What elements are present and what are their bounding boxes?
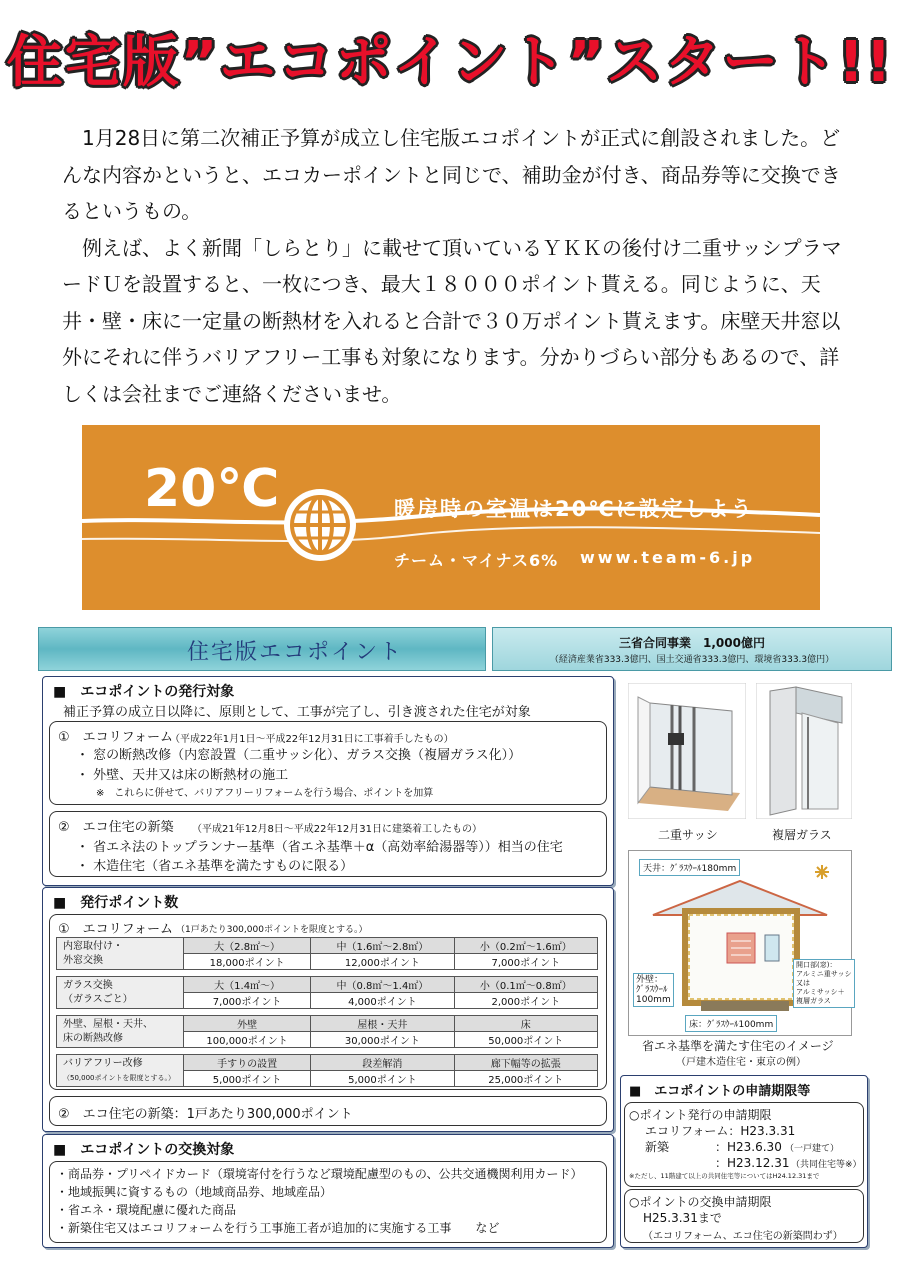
eco-new-build-title: ② エコ住宅の新築 <box>58 820 174 835</box>
issue-deadline-new-date2: ：H23.12.31 <box>715 1156 790 1170</box>
row-label-line: （50,000ポイントを限度とする。） <box>63 1073 175 1082</box>
double-sash-photo <box>628 683 746 819</box>
ceiling-insulation-label: 天井：ｸﾞﾗｽｳｰﾙ180mm <box>639 859 740 876</box>
points-col-head: 小（0.2㎡～1.6㎡） <box>454 938 597 954</box>
points-value: 50,000ポイント <box>454 1032 597 1048</box>
double-glass-caption: 複層ガラス <box>772 828 832 842</box>
budget-box <box>492 627 892 671</box>
issue-deadline-new-label: 新築 <box>645 1140 670 1154</box>
intro-paragraph-2: 例えば、よく新聞「しらとり」に載せて頂いているＹＫＫの後付け二重サッシプラマードＵを設置すると、一枚につき、最大１８０００ポイント貰える。同じように、天井・壁・床に一定量の断熱材を入れると合計で３０万ポイント貰えます。床壁天井窓以外にそれに伴うバリアフリー工事も対象になります。分かりづらい部分もあるので、詳しくは会社までご連絡くださいませ。 <box>62 235 842 406</box>
points-col-head: 大（1.4㎡～） <box>184 977 311 993</box>
exchange-item: ・商品券・プリペイドカード（環境寄付を行うなど環境配慮型のもの、公共交通機関利用カード） <box>56 1167 583 1181</box>
issue-deadline-new-date2-note: （共同住宅等※） <box>791 1160 862 1170</box>
exchange-deadline-title: ○ポイントの交換申請期限 <box>629 1195 772 1209</box>
row-label-line: バリアフリー改修 <box>63 1057 143 1069</box>
banner-slogan: 暖房時の室温は20℃に設定しよう <box>394 497 754 521</box>
eco-point-heading-bar <box>38 627 486 671</box>
banner-temperature: 20℃ <box>144 459 280 519</box>
row-label-line: 内窓取付け・ <box>63 940 123 952</box>
points-new-build-line: ② エコ住宅の新築：1戸あたり300,000ポイント <box>58 1107 353 1122</box>
points-value: 30,000ポイント <box>311 1032 454 1048</box>
eco-new-build-item-2: ・ 木造住宅（省エネ基準を満たすものに限る） <box>76 859 354 874</box>
points-col-head: 屋根・天井 <box>311 1016 454 1032</box>
issue-target-heading: ■ エコポイントの発行対象 <box>53 684 235 700</box>
issue-target-section <box>42 676 614 886</box>
banner-team-name: チーム・マイナス6% <box>394 551 559 570</box>
intro-text <box>62 120 852 412</box>
house-subcaption: （戸建木造住宅・東京の例） <box>676 1057 806 1068</box>
window-label-line: アルミニ重サッシ <box>796 970 852 978</box>
house-caption: 省エネ基準を満たす住宅のイメージ <box>642 1039 834 1053</box>
exchange-list-box <box>49 1161 607 1243</box>
exchange-deadline-date: H25.3.31まで <box>643 1211 722 1225</box>
eco-reform-period: （平成22年1月1日～平成22年12月31日に工事着手したもの） <box>170 734 454 745</box>
points-reform-title: ① エコリフォーム <box>58 922 174 937</box>
points-value: 5,000ポイント <box>184 1071 311 1087</box>
floor-insulation-label: 床：ｸﾞﾗｽｳｰﾙ100mm <box>685 1015 777 1032</box>
points-col-head: 手すりの設置 <box>184 1055 311 1071</box>
eco-reform-note: ※ これらに併せて、バリアフリーリフォームを行う場合、ポイントを加算 <box>96 788 434 799</box>
exchange-item: ・省エネ・環境配慮に優れた商品 <box>56 1203 237 1217</box>
issue-deadline-title: ○ポイント発行の申請期限 <box>629 1108 772 1122</box>
points-reform-limit: （1戸あたり300,000ポイントを限度とする。） <box>176 925 368 935</box>
wall-insulation-label <box>633 973 674 1007</box>
points-col-head: 小（0.1㎡～0.8㎡） <box>454 977 597 993</box>
eco-reform-box <box>49 721 607 805</box>
team-minus-6-banner <box>82 425 820 610</box>
row-label-line: 外壁、屋根・天井、 <box>63 1018 153 1030</box>
points-table <box>56 937 598 1087</box>
window-label-line: アルミサッシ＋ <box>796 988 845 996</box>
banner-url: www.team-6.jp <box>580 548 756 567</box>
window-label-line: 開口部(窓)： <box>796 961 837 969</box>
points-value: 100,000ポイント <box>184 1032 311 1048</box>
points-col-head: 床 <box>454 1016 597 1032</box>
deadline-heading: ■ エコポイントの申請期限等 <box>629 1084 811 1099</box>
points-heading: ■ 発行ポイント数 <box>53 895 179 911</box>
eco-new-build-box <box>49 811 607 877</box>
exchange-deadline-box <box>624 1189 864 1243</box>
issue-deadline-box <box>624 1102 864 1187</box>
points-col-head: 段差解消 <box>311 1055 454 1071</box>
double-sash-caption: 二重サッシ <box>658 828 718 842</box>
window-label-line: 複層ガラス <box>796 997 831 1005</box>
points-value: 25,000ポイント <box>454 1071 597 1087</box>
page-title: 住宅版”エコポイント”スタート!! <box>6 30 894 95</box>
points-reform-box <box>49 914 607 1090</box>
exchange-deadline-note: （エコリフォーム、エコ住宅の新築問わず） <box>643 1231 843 1242</box>
points-col-head: 中（1.6㎡～2.8㎡） <box>311 938 454 954</box>
globe-icon <box>278 483 362 567</box>
row-label-window <box>57 938 184 970</box>
issue-deadline-new-date1: ：H23.6.30 <box>715 1140 782 1154</box>
points-value: 7,000ポイント <box>184 993 311 1009</box>
points-col-head: 大（2.8㎡～） <box>184 938 311 954</box>
points-value: 4,000ポイント <box>311 993 454 1009</box>
deadline-section <box>620 1075 868 1248</box>
row-label-barrier-free <box>57 1055 184 1087</box>
points-col-head: 外壁 <box>184 1016 311 1032</box>
row-label-insulation <box>57 1016 184 1048</box>
house-diagram <box>628 850 852 1036</box>
eco-point-heading: 住宅版エコポイント <box>187 640 404 665</box>
exchange-section <box>42 1134 614 1248</box>
row-label-line: 床の断熱改修 <box>63 1032 123 1044</box>
wall-label-line: 100mm <box>636 995 671 1005</box>
issue-target-lead: 補正予算の成立日以降に、原則として、工事が完了し、引き渡された住宅が対象 <box>63 705 531 720</box>
row-label-line: 外窓交換 <box>63 954 103 966</box>
points-section <box>42 887 614 1132</box>
eco-reform-item-1: ・ 窓の断熱改修（内窓設置（二重サッシ化）、ガラス交換（複層ガラス化）） <box>76 748 522 763</box>
points-value: 18,000ポイント <box>184 954 311 970</box>
exchange-item: ・地域振興に資するもの（地域商品券、地域産品） <box>56 1185 333 1199</box>
points-new-build-box <box>49 1096 607 1126</box>
row-label-line: ガラス交換 <box>63 979 113 991</box>
eco-new-build-period: （平成21年12月8日～平成22年12月31日に建築着工したもの） <box>192 824 482 835</box>
intro-paragraph-1: 1月28日に第二次補正予算が成立し住宅版エコポイントが正式に創設されました。どんな内容かというと、エコカーポイントと同じで、補助金が付き、商品券等に交換できるというもの。 <box>62 126 841 223</box>
points-value: 5,000ポイント <box>311 1071 454 1087</box>
points-value: 12,000ポイント <box>311 954 454 970</box>
points-value: 2,000ポイント <box>454 993 597 1009</box>
points-value: 7,000ポイント <box>454 954 597 970</box>
row-label-glass <box>57 977 184 1009</box>
window-label-line: 又は <box>796 979 810 987</box>
eco-reform-item-2: ・ 外壁、天井又は床の断熱材の施工 <box>76 768 289 783</box>
exchange-heading: ■ エコポイントの交換対象 <box>53 1142 235 1158</box>
points-table-grid <box>56 937 598 1087</box>
issue-deadline-note: ※ただし、11階建て以上の共同住宅等についてはH24.12.31まで <box>629 1172 820 1180</box>
points-col-head: 廊下幅等の拡張 <box>454 1055 597 1071</box>
budget-title: 三省合同事業 1,000億円 <box>619 636 765 650</box>
exchange-item: ・新築住宅又はエコリフォームを行う工事施工者が追加的に実施する工事 など <box>56 1221 500 1235</box>
budget-detail: （経済産業省333.3億円、国土交通省333.3億円、環境省333.3億円） <box>549 655 835 665</box>
wall-label-line: 外壁： <box>636 975 664 985</box>
double-glass-photo <box>756 683 852 819</box>
issue-deadline-new-date1-note: （一戸建て） <box>785 1144 840 1154</box>
eco-new-build-item-1: ・ 省エネ法のトップランナー基準（省エネ基準＋α（高効率給湯器等））相当の住宅 <box>76 840 563 855</box>
eco-reform-title: ① エコリフォーム <box>58 730 174 745</box>
points-col-head: 中（0.8㎡～1.4㎡） <box>311 977 454 993</box>
wall-label-line: ｸﾞﾗｽｳｰﾙ <box>636 985 668 995</box>
window-spec-label <box>793 959 855 1008</box>
issue-deadline-reform: エコリフォーム：H23.3.31 <box>645 1124 796 1138</box>
row-label-line: （ガラスごと） <box>63 993 133 1005</box>
